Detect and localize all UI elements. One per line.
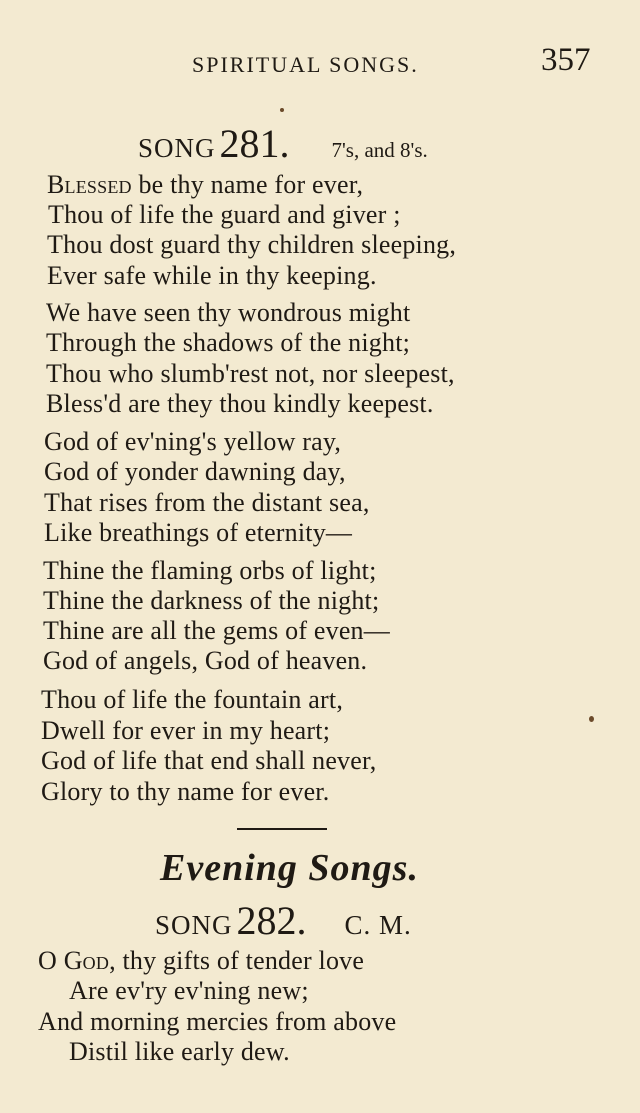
song-number: 282. [236, 898, 307, 943]
drop-cap-word: Blessed [47, 170, 132, 199]
verse-line: Glory to thy name for ever. [41, 777, 330, 806]
verse-line: Distil like early dew. [69, 1037, 290, 1066]
verse-line: Through the shadows of the night; [46, 328, 411, 357]
ink-speck [280, 108, 284, 112]
small-caps-word: God [63, 946, 110, 975]
song-281-heading [138, 120, 428, 167]
song-282-heading [155, 897, 412, 944]
verse-line [47, 170, 363, 200]
verse-line-text: , thy gifts of tender love [109, 946, 365, 975]
song-meter: C. M. [344, 910, 412, 940]
verse-line: Thine are all the gems of even— [43, 616, 390, 645]
running-head: SPIRITUAL SONGS. [192, 52, 419, 77]
song-label: SONG [138, 133, 216, 163]
verse-line: And morning mercies from above [38, 1007, 397, 1036]
verse-line: Thou who slumb'rest not, nor sleepest, [46, 359, 455, 388]
verse-line-text: be thy name for ever, [131, 170, 364, 199]
verse-line: That rises from the distant sea, [44, 488, 370, 517]
verse-line: Thine the flaming orbs of light; [43, 556, 377, 585]
verse-line: God of yonder dawning day, [44, 457, 346, 486]
section-divider [237, 828, 327, 830]
verse-line: Thou dost guard thy children sleeping, [47, 230, 457, 259]
song-label: SONG [155, 910, 233, 940]
verse-line: God of life that end shall never, [41, 746, 377, 775]
verse-line: Ever safe while in thy keeping. [47, 261, 377, 290]
verse-line: God of ev'ning's yellow ray, [44, 427, 342, 456]
section-title: Evening Songs. [160, 847, 419, 889]
song-meter: 7's, and 8's. [331, 138, 428, 162]
verse-line: Bless'd are they thou kindly keepest. [46, 389, 434, 418]
verse-line: We have seen thy wondrous might [46, 298, 411, 327]
page-number: 357 [541, 42, 591, 78]
verse-line-text: O [38, 946, 64, 975]
verse-line: Are ev'ry ev'ning new; [69, 976, 309, 1005]
verse-line: Dwell for ever in my heart; [41, 716, 331, 745]
ink-speck [589, 716, 594, 722]
verse-line: Like breathings of eternity— [44, 518, 353, 547]
verse-line: Thou of life the fountain art, [41, 685, 344, 714]
verse-line: Thou of life the guard and giver ; [48, 200, 401, 229]
song-number: 281. [219, 121, 290, 166]
verse-line [38, 946, 364, 976]
verse-line: God of angels, God of heaven. [43, 646, 368, 675]
verse-line: Thine the darkness of the night; [43, 586, 380, 615]
